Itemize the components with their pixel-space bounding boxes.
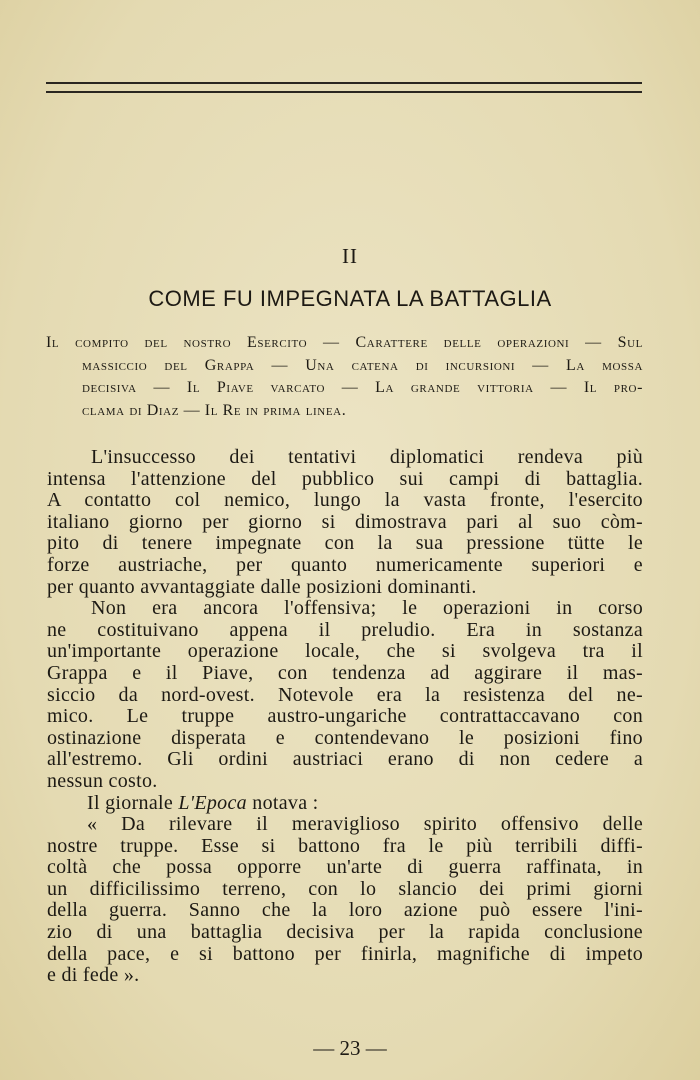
text-segment: Il giornale [87,791,179,814]
text-line: della guerra. Sanno che la loro azione può essere l'ini- [47,899,643,922]
text-segment: notava : [246,791,319,814]
body-text [47,447,643,987]
text-line: L'insuccesso dei tentativi diplomatici rendeva più [91,446,643,468]
summary-line: clama di Diaz — Il Re in prima linea. [82,401,347,419]
text-line: coltà che possa opporre un'arte di guerra raffinata, in [47,856,643,879]
newspaper-title: L'Epoca [178,791,247,814]
text-line: ne costituivano appena il preludio. Era in sostanza [47,618,643,641]
text-line: siccio da nord-ovest. Notevole era la resistenza del ne- [47,683,643,706]
text-line: della pace, e si battono per finirla, magnifiche di impeto [47,942,643,965]
summary-line: massiccio del Grappa — Una catena di incursioni — La mossa [82,356,643,374]
text-line: un'importante operazione locale, che si svolgeva tra il [47,640,643,663]
text-line: per quanto avvantaggiate dalle posizioni dominanti. [47,575,477,598]
text-line: nessun costo. [47,769,158,792]
chapter-title: COME FU IMPEGNATA LA BATTAGLIA [148,286,552,311]
text-line: Non era ancora l'offensiva; le operazioni in corso [91,597,643,620]
summary-line: decisiva — Il Piave varcato — La grande vittoria — Il pro- [82,379,643,396]
chapter-number: II [342,244,358,268]
text-line: A contatto col nemico, lungo la vasta fronte, l'esercito [47,489,643,512]
text-line: Grappa e il Piave, con tendenza ad aggirare il mas- [47,661,643,684]
text-line: intensa l'attenzione del pubblico sui campi di battaglia. [47,467,643,490]
text-line: forze austriache, per quanto numericamente superiori e [47,553,643,576]
text-line: mico. Le truppe austro-ungariche contrattaccavano con [47,705,643,728]
text-line: nostre truppe. Esse si battono fra le più terribili diffi- [47,834,643,857]
page-number: — 23 — [313,1036,387,1060]
text-line: un difficilissimo terreno, con lo slancio dei primi giorni [47,877,643,900]
chapter-summary [46,332,643,422]
text-line: all'estremo. Gli ordini austriaci erano di non cedere a [47,748,643,771]
text-line [47,793,643,815]
text-line: « Da rilevare il meraviglioso spirito offensivo delle [87,813,643,836]
text-line: e di fede ». [47,964,140,987]
summary-line: Il compito del nostro Esercito — Carattere delle operazioni — Sul [46,334,643,351]
text-line: italiano giorno per giorno si dimostrava pari al suo còm- [47,510,643,533]
top-double-rule [46,82,642,93]
text-line: zio di una battaglia decisiva per la rapida conclusione [47,921,643,944]
text-line: ostinazione disperata e contendevano le posizioni fino [47,726,643,749]
text-line: pito di tenere impegnate con la sua pressione tütte le [47,532,643,555]
